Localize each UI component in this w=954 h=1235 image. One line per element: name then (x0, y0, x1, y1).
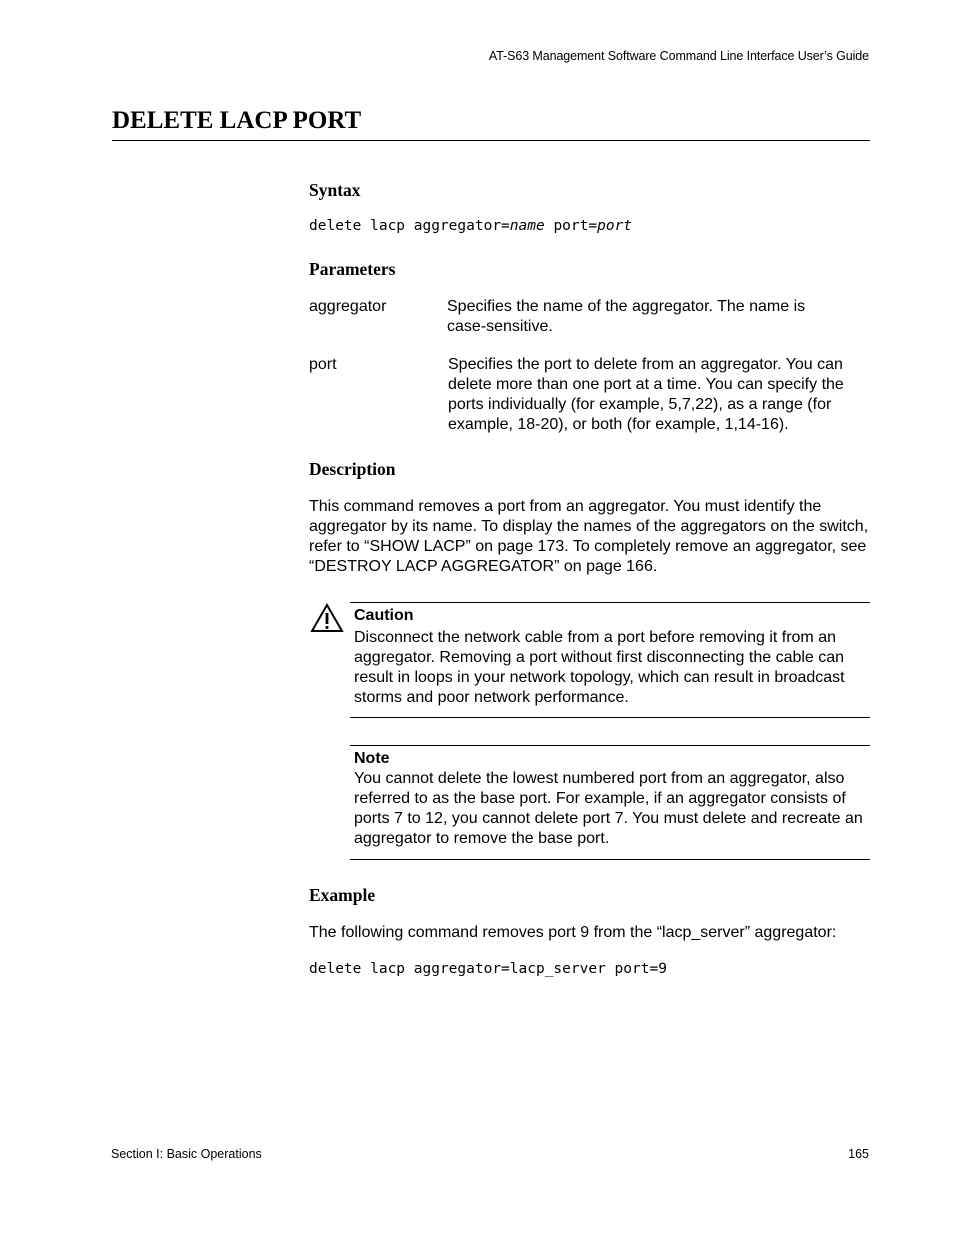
title-rule (112, 140, 870, 141)
running-header: AT-S63 Management Software Command Line Interface User’s Guide (488, 49, 869, 63)
syntax-var-name: name (509, 218, 545, 234)
syntax-var-port: port (597, 218, 633, 234)
description-heading: Description (309, 459, 396, 479)
example-heading: Example (309, 885, 376, 905)
caution-text: Disconnect the network cable from a port before removing it from an aggregator. Removing a port without first disconnecting the cable can result in loops in your network topology, which can result in broadcast storms and poor network performance. (354, 629, 845, 706)
caution-box (350, 602, 870, 718)
param-desc-port: Specifies the port to delete from an aggregator. You can delete more than one port at a time. You can specify the ports individually (for example, 5,7,22), as a range (for example, 18-20), or both (for example, 1,14-16). (448, 356, 844, 433)
page-title: DELETE LACP PORT (112, 107, 362, 134)
syntax-command (309, 218, 632, 234)
footer-section: Section I: Basic Operations (111, 1147, 262, 1161)
param-name-port: port (309, 356, 337, 373)
syntax-heading: Syntax (309, 180, 361, 200)
syntax-cmd-prefix: delete lacp aggregator= (309, 218, 510, 234)
parameters-heading: Parameters (309, 259, 396, 279)
param-desc-aggregator: Specifies the name of the aggregator. The name is case-sensitive. (447, 298, 806, 335)
note-text: You cannot delete the lowest numbered port from an aggregator, also referred to as the base port. For example, if an aggregator consists of ports 7 to 12, you cannot delete port 7. You must delete and recreate an aggregator to remove the base port. (354, 770, 863, 847)
syntax-cmd-mid: port= (544, 218, 598, 234)
caution-title: Caution (354, 607, 414, 624)
param-name-aggregator: aggregator (309, 298, 387, 315)
description-text: This command removes a port from an aggregator. You must identify the aggregator by its name. To display the names of the aggregators on the switch, refer to “SHOW LACP” on page 173. To completely remove an aggregator, see “DESTROY LACP AGGREGATOR” on page 166. (309, 498, 869, 575)
note-title: Note (354, 750, 390, 767)
example-command: delete lacp aggregator=lacp_server port=9 (309, 961, 667, 977)
note-box (350, 745, 870, 860)
example-text: The following command removes port 9 from the “lacp_server” aggregator: (309, 924, 837, 941)
warning-triangle-icon (310, 603, 344, 633)
footer-page-number: 165 (848, 1147, 869, 1161)
